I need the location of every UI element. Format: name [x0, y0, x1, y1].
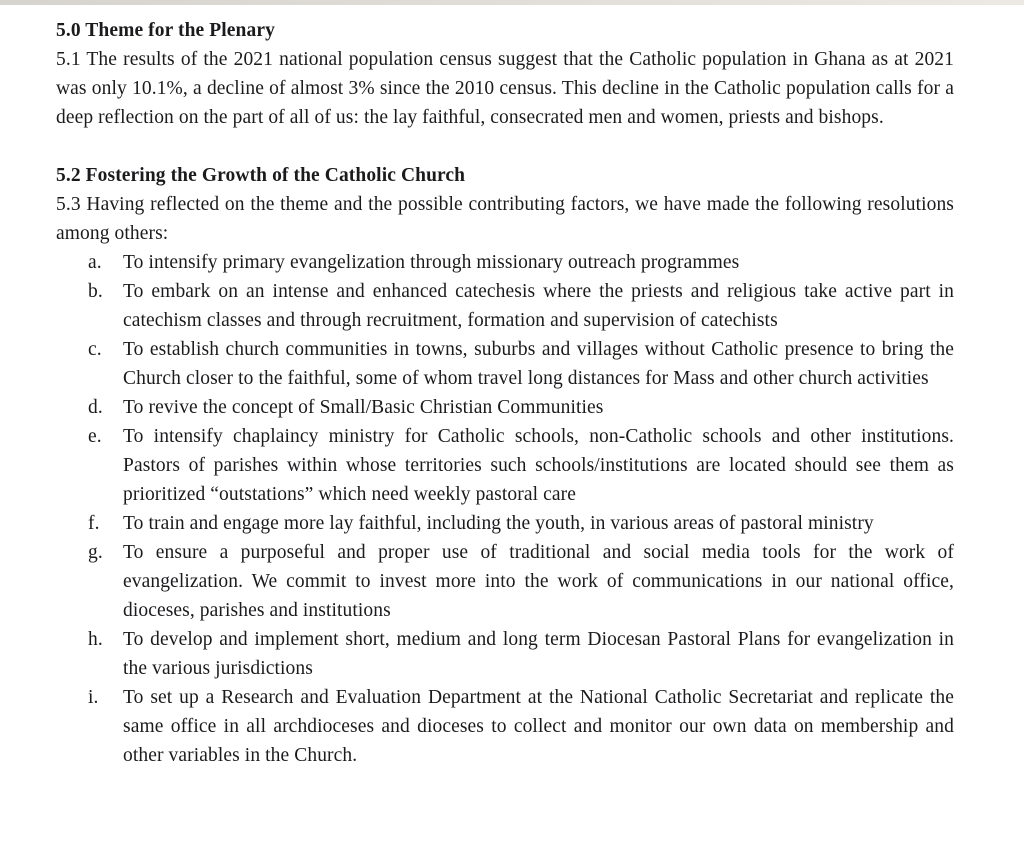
list-item — [88, 683, 954, 770]
paragraph: 5.3 Having reflected on the theme and the possible contributing factors, we have made the following resolutions among others: — [56, 194, 954, 244]
list-item-text: To embark on an intense and enhanced catechesis where the priests and religious take active part in catechism classes and through recruitment, formation and supervision of catechists — [123, 281, 954, 331]
list-item-marker: d. — [88, 397, 103, 418]
list-item-marker: g. — [88, 542, 103, 563]
list-item-text: To develop and implement short, medium and long term Diocesan Pastoral Plans for evangelization in the various jurisdictions — [123, 629, 954, 679]
list-item — [88, 393, 954, 422]
list-item-text: To establish church communities in towns, suburbs and villages without Catholic presence to bring the Church closer to the faithful, some of whom travel long distances for Mass and other church activities — [123, 339, 954, 389]
list-item-marker: h. — [88, 629, 103, 650]
section-heading: 5.2 Fostering the Growth of the Catholic Church — [56, 165, 466, 186]
list-item — [88, 335, 954, 393]
list-item — [88, 277, 954, 335]
list-item-marker: a. — [88, 252, 102, 273]
section-heading: 5.0 Theme for the Plenary — [56, 20, 275, 41]
list-item-text: To intensify chaplaincy ministry for Catholic schools, non-Catholic schools and other institutions. Pastors of parishes within whose territories such schools/institutions are located should see them as prioritized “outstations” which need weekly pastoral care — [123, 426, 954, 505]
document-section — [56, 161, 954, 770]
scan-edge-artifact — [0, 0, 1024, 5]
list-item — [88, 509, 954, 538]
list-item-marker: e. — [88, 426, 102, 447]
list-item-marker: i. — [88, 687, 99, 708]
list-item — [88, 538, 954, 625]
list-item-text: To ensure a purposeful and proper use of traditional and social media tools for the work of evangelization. We commit to invest more into the work of communications in our national office, dioceses, parishes and institutions — [123, 542, 954, 621]
list-item-text: To set up a Research and Evaluation Department at the National Catholic Secretariat and replicate the same office in all archdioceses and dioceses to collect and monitor our own data on membership and other variables in the Church. — [123, 687, 954, 766]
list-item-marker: b. — [88, 281, 103, 302]
list-item — [88, 248, 954, 277]
list-item-text: To revive the concept of Small/Basic Christian Communities — [123, 397, 604, 418]
list-item — [88, 422, 954, 509]
list-item-marker: c. — [88, 339, 102, 360]
paragraph: 5.1 The results of the 2021 national population census suggest that the Catholic population in Ghana as at 2021 was only 10.1%, a decline of almost 3% since the 2010 census. This decline in the Catholic population calls for a deep reflection on the part of all of us: the lay faithful, consecrated men and women, priests and bishops. — [56, 49, 954, 128]
list-item — [88, 625, 954, 683]
list-item-text: To train and engage more lay faithful, including the youth, in various areas of pastoral ministry — [123, 513, 874, 534]
list-item-text: To intensify primary evangelization through missionary outreach programmes — [123, 252, 740, 273]
list-item-marker: f. — [88, 513, 100, 534]
document-section — [56, 16, 954, 132]
